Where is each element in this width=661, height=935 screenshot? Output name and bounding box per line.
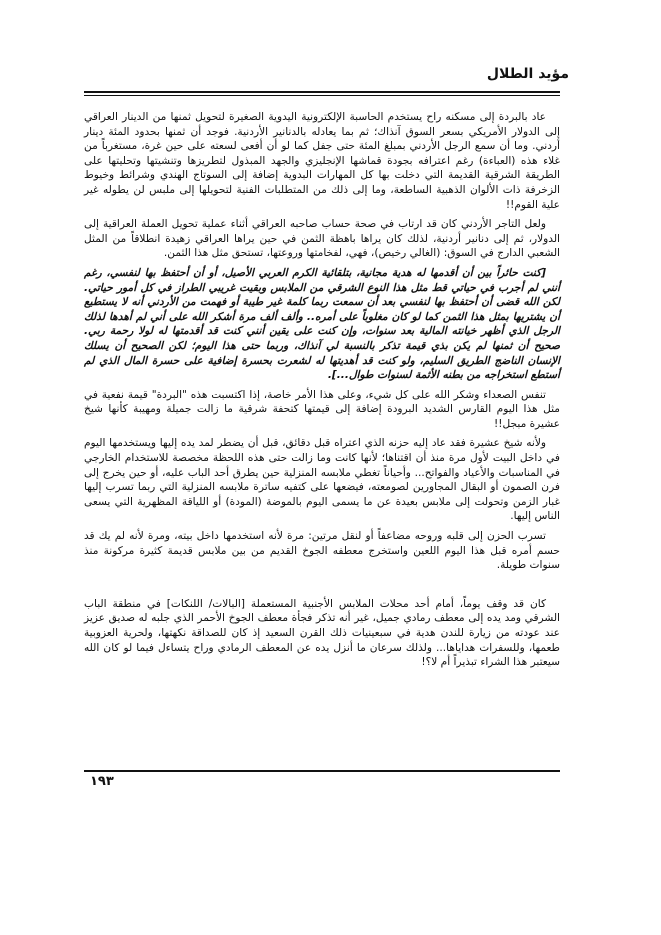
header-rule — [84, 91, 560, 93]
header-rule-thin — [84, 95, 560, 96]
footer-rule — [84, 770, 560, 772]
paragraph: ولأنه شيخ عشيرة فقد عاد إليه حزنه الذي اعتراه قبل دقائق، قبل أن يضطر لمد يده إليها ويستخدمها اليوم في داخل البيت لأول مرة منذ أن اقتناها؛ لأنها كانت وما زالت حتى هذه اللحظة مخصصة للاستخدام الخارجي في المناسبات والأعياد والفواتح... وأحياناً تغطي ملابسه المنزلية حين يطرق أحد الباب عليه، أو حين يخرج إلى فرن الصمون أو البقال المجاورين لصومعته، فيضعها على كتفيه ساترة ملابسه المنزلية التي ربما تسرب إليها غبار الزمن وتحولت إلى ملابس بعيدة عن ما يسمى اليوم بالموضة (المودة) أو اللياقة المظهرية التي يسعى الناس إليها. — [84, 437, 560, 523]
body-text — [84, 110, 560, 675]
paragraph: تنفس الصعداء وشكر الله على كل شيء، وعلى هذا الأمر خاصة، إذا اكتسبت هذه "البردة" قيمة نفعية في مثل هذا اليوم القارس الشديد البرودة إضافة إلى قيمتها كتحفة شرقية ما زالت جميلة ومهيبة كأنها شيخ عشيرة مبجل!! — [84, 388, 560, 430]
quoted-paragraph: [كنت حائراً بين أن أقدمها له هدية مجانية، بتلقائية الكرم العربي الأصيل، أو أن أحتفظ بها لنفسي، رغم أنني لم أجرب في حياتي قط مثل هذا النوع الشرقي من الملابس وبقيت غريبي الطراز في كل أمور حياتي. لكن الله قضى أن أحتفظ بها لنفسي بعد أن سمعت ربما كلمة غير طيبة أو فهمت من الأردني أنه لا يستطيع أن يشتريها بمثل هذا الثمن كما لو كان مغلوباً على أمره.. وألف ألف مرة أشكر الله على أني لم أهدها لذلك الرجل الذي أظهر خيانته المالية بعد سنوات، وإن كنت على يقين أنني كنت قد أقدمتها له لولا رحمة ربي. صحيح أن ثمنها لم يكن بذي قيمة تذكر بالنسبة لي آنذاك، وربما حتى هذا اليوم؛ لكن الصحيح أن يسلك الإنسان الناضج الطريق السليم، ولو كنت قد أهديتها له لشعرت بحسرة إضافية على حسرة المال الذي لم أستطع استخراجه من بطنه الأثمة لسنوات طوال...]. — [84, 266, 560, 382]
running-header-author: مؤيد الطلال — [486, 66, 569, 82]
paragraph: عاد بالبردة إلى مسكنه راح يستخدم الحاسبة الإلكترونية اليدوية الصغيرة لتحويل ثمنها من الدينار العراقي إلى الدولار الأمريكي بسعر السوق آنذاك؛ ثم بما يعادله بالدنانير الأردنية. فوجد أن ثمنها بحدود المئة دينار أردني. وما أن سمع الرجل الأردني بمبلغ المئة حتى جفل كما لو أن أفعى لسعته على حين غرة، مستغرباً من غلاء هذه (العباءة) رغم اعترافه بجودة قماشها الإنجليزي والجهد المبذول لتطريزها وتنشيتها وتحليتها على الطريقة الشرقية القديمة التي دخلت بها كل المهارات البدوية إضافة إلى السوتاج الهندي وشرائط وخيوط الزخرفة ذات الألوان الذهبية الساطعة، وما إلى ذلك من المتطلبات الفنية لتحويلها إلى ملبس لن يطوله غير علية القوم!! — [84, 111, 560, 211]
page-number: ١٩٣ — [90, 774, 114, 789]
paragraph: تسرب الحزن إلى قلبه وروحه مضاعفاً أو لنقل مرتين: مرة لأنه استخدمها داخل بيته، ومرة لأنه لم يك قد حسم أمره قبل هذا اليوم اللعين واستخرج معطفه الجوخ القديم من بين ملابس قديمة كثيرة مركونة منذ سنوات طويلة. — [84, 530, 560, 572]
paragraph: كان قد وقف يوماً، أمام أحد محلات الملابس الأجنبية المستعملة [البالات/ اللنكات] في منطقة الباب الشرقي ومد يده إلى معطف رمادي جميل، غير أنه تذكر فجأة معطف الجوخ الأحمر الذي جلبه له صديق عزيز عند عودته من زيارة للندن هدية في سبعينيات ذلك القرن السعيد إذ كان للصداقة نكهتها، ولحرية العزوبية طعمها، وللسفرات هداياها... ولذلك سرعان ما أنزل يده عن المعطف الرمادي وراح يتساءل فيما لو كان الله سيعتبر هذا الشراء تبذيراً أم لا؟! — [84, 597, 560, 669]
paragraph: ولعل التاجر الأردني كان قد ارتاب في صحة حساب صاحبه العراقي أثناء عملية تحويل العملة العراقية إلى الدولار، ثم إلى دنانير أردنية، لذلك كان يراها باهظة الثمن في حين يراها العراقي زهيدة انطلاقاً من المثل الشعبي الدارج في السوق: (الغالي رخيص)، فهي، لفخامتها وروعتها، تستحق مثل هذا الثمن. — [84, 218, 560, 260]
